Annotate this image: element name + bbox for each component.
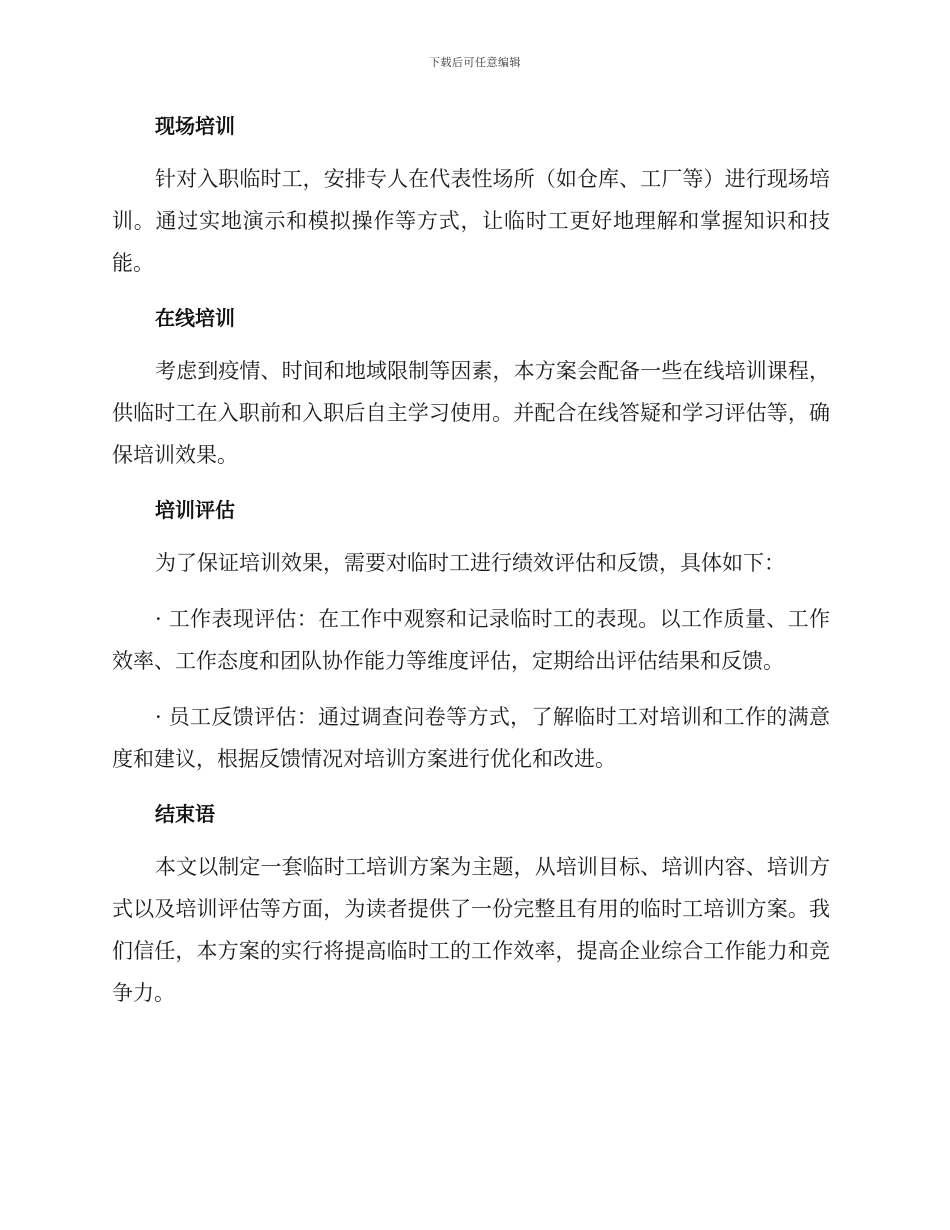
paragraph: 考虑到疫情、时间和地域限制等因素，本方案会配备一些在线培训课程，供临时工在入职前和入职后自主学习使用。并配合在线答疑和学习评估等，确保培训效果。 [112, 359, 830, 467]
paragraph: 针对入职临时工，安排专人在代表性场所（如仓库、工厂等）进行现场培训。通过实地演示和模拟操作等方式，让临时工更好地理解和掌握知识和技能。 [112, 167, 830, 275]
section-heading: 培训评估 [155, 498, 235, 522]
section-training-evaluation [112, 490, 830, 780]
page-header-note: 下载后可任意编辑 [429, 56, 521, 69]
paragraph: 为了保证培训效果，需要对临时工进行绩效评估和反馈，具体如下： [155, 551, 785, 575]
section-conclusion [112, 794, 830, 1014]
section-heading: 现场培训 [155, 114, 235, 138]
section-online-training [112, 298, 830, 476]
section-heading: 结束语 [155, 802, 215, 826]
bullet-paragraph-performance: · 工作表现评估：在工作中观察和记录临时工的表现。以工作质量、工作效率、工作态度和团队协作能力等维度评估，定期给出评估结果和反馈。 [112, 607, 830, 673]
section-heading: 在线培训 [155, 306, 235, 330]
paragraph: 本文以制定一套临时工培训方案为主题，从培训目标、培训内容、培训方式以及培训评估等方面，为读者提供了一份完整且有用的临时工培训方案。我们信任，本方案的实行将提高临时工的工作效率，提高企业综合工作能力和竞争力。 [112, 855, 830, 1005]
document-body [112, 106, 830, 1028]
section-onsite-training [112, 106, 830, 284]
bullet-paragraph-feedback: · 员工反馈评估：通过调查问卷等方式，了解临时工对培训和工作的满意度和建议，根据反馈情况对培训方案进行优化和改进。 [112, 705, 830, 771]
